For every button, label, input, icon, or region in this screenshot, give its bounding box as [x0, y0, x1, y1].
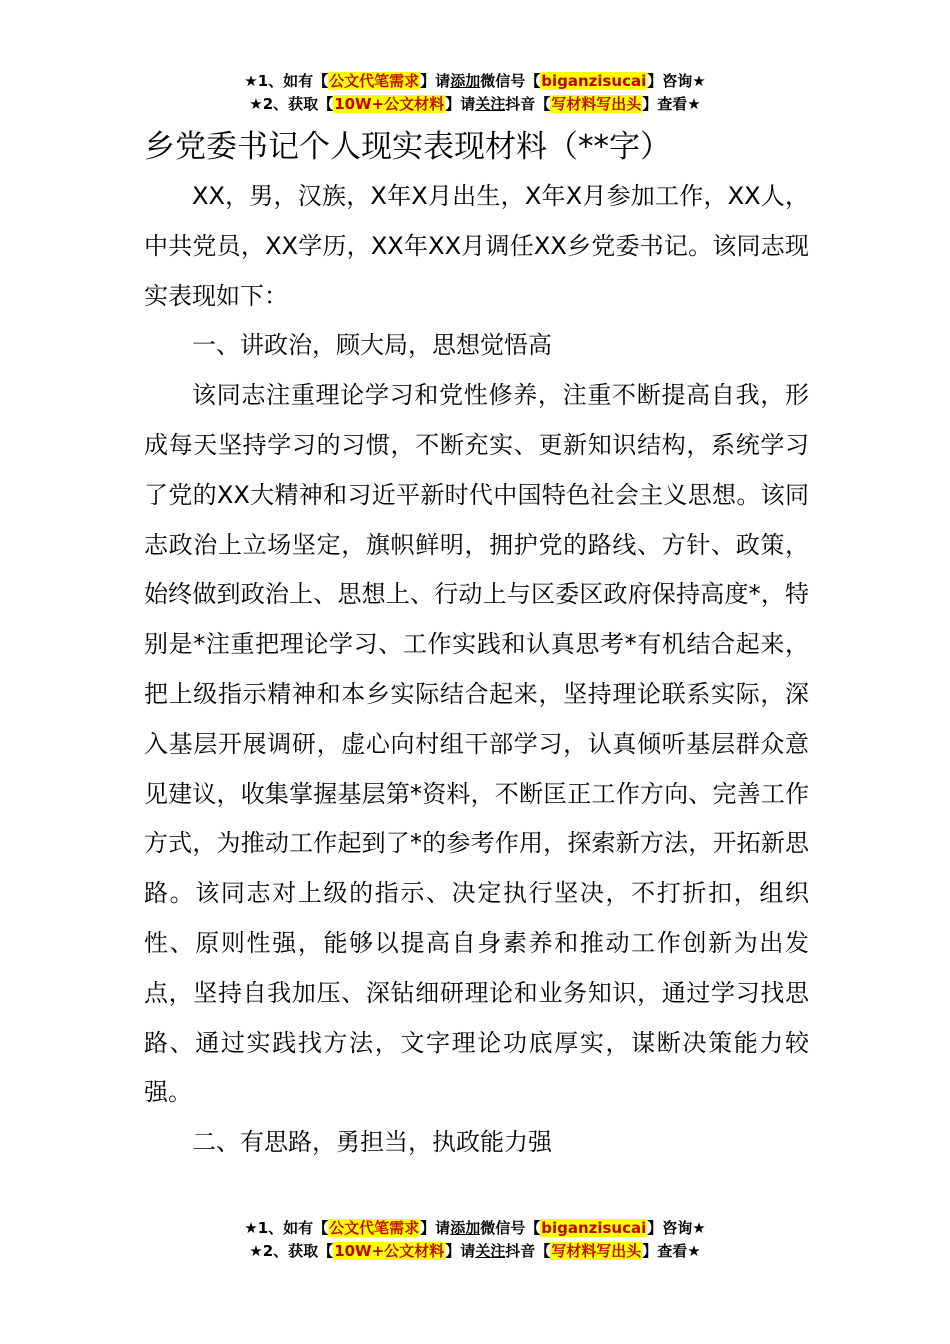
banner-line-2: ★2、获取【10W+公文材料】请关注抖音【写材料写出头】查看★ — [249, 95, 701, 113]
footer-banner — [0, 1217, 950, 1263]
banner-line-1: ★1、如有【公文代笔需求】请添加微信号【biganzisucai】咨询★ — [244, 72, 706, 90]
section-1-paragraph: 该同志注重理论学习和党性修养，注重不断提高自我，形成每天坚持学习的习惯，不断充实、更新知识结构，系统学习了党的XX大精神和习近平新时代中国特色社会主义思想。该同志政治上立场坚定，旗帜鲜明，拥护党的路线、方针、政策，始终做到政治上、思想上、行动上与区委区政府保持高度*，特别是*注重把理论学习、工作实践和认真思考*有机结合起来，把上级指示精神和本乡实际结合起来，坚持理论联系实际，深入基层开展调研，虚心向村组干部学习，认真倾听基层群众意见建议，收集掌握基层第*资料，不断匡正工作方向、完善工作方式，为推动工作起到了*的参考作用，探索新方法，开拓新思路。该同志对上级的指示、决定执行坚决，不打折扣，组织性、原则性强，能够以提高自身素养和推动工作创新为出发点，坚持自我加压、深钻细研理论和业务知识，通过学习找思路、通过实践找方法，文字理论功底厚实，谋断决策能力较强。 — [144, 381, 809, 1107]
highlight-service: 公文代笔需求 — [329, 1219, 420, 1237]
highlight-douyin-account: 写材料写出头 — [551, 1242, 642, 1260]
header-banner — [0, 70, 950, 116]
highlight-materials: 10W+公文材料 — [334, 95, 445, 113]
document-body — [144, 122, 809, 1168]
highlight-wechat-id: biganzisucai — [541, 72, 647, 90]
section-1-heading: 一、讲政治，顾大局，思想觉悟高 — [192, 331, 552, 360]
highlight-douyin-account: 写材料写出头 — [551, 95, 642, 113]
highlight-materials: 10W+公文材料 — [334, 1242, 445, 1260]
highlight-wechat-id: biganzisucai — [541, 1219, 647, 1237]
section-2-heading: 二、有思路，勇担当，执政能力强 — [192, 1128, 552, 1157]
intro-paragraph: XX，男，汉族，X年X月出生，X年X月参加工作，XX人，中共党员，XX学历，XX年XX月调任XX乡党委书记。该同志现实表现如下： — [144, 182, 809, 310]
document-title: 乡党委书记个人现实表现材料（**字） — [144, 129, 671, 165]
highlight-service: 公文代笔需求 — [329, 72, 420, 90]
banner-line-2: ★2、获取【10W+公文材料】请关注抖音【写材料写出头】查看★ — [249, 1242, 701, 1260]
banner-line-1: ★1、如有【公文代笔需求】请添加微信号【biganzisucai】咨询★ — [244, 1219, 706, 1237]
